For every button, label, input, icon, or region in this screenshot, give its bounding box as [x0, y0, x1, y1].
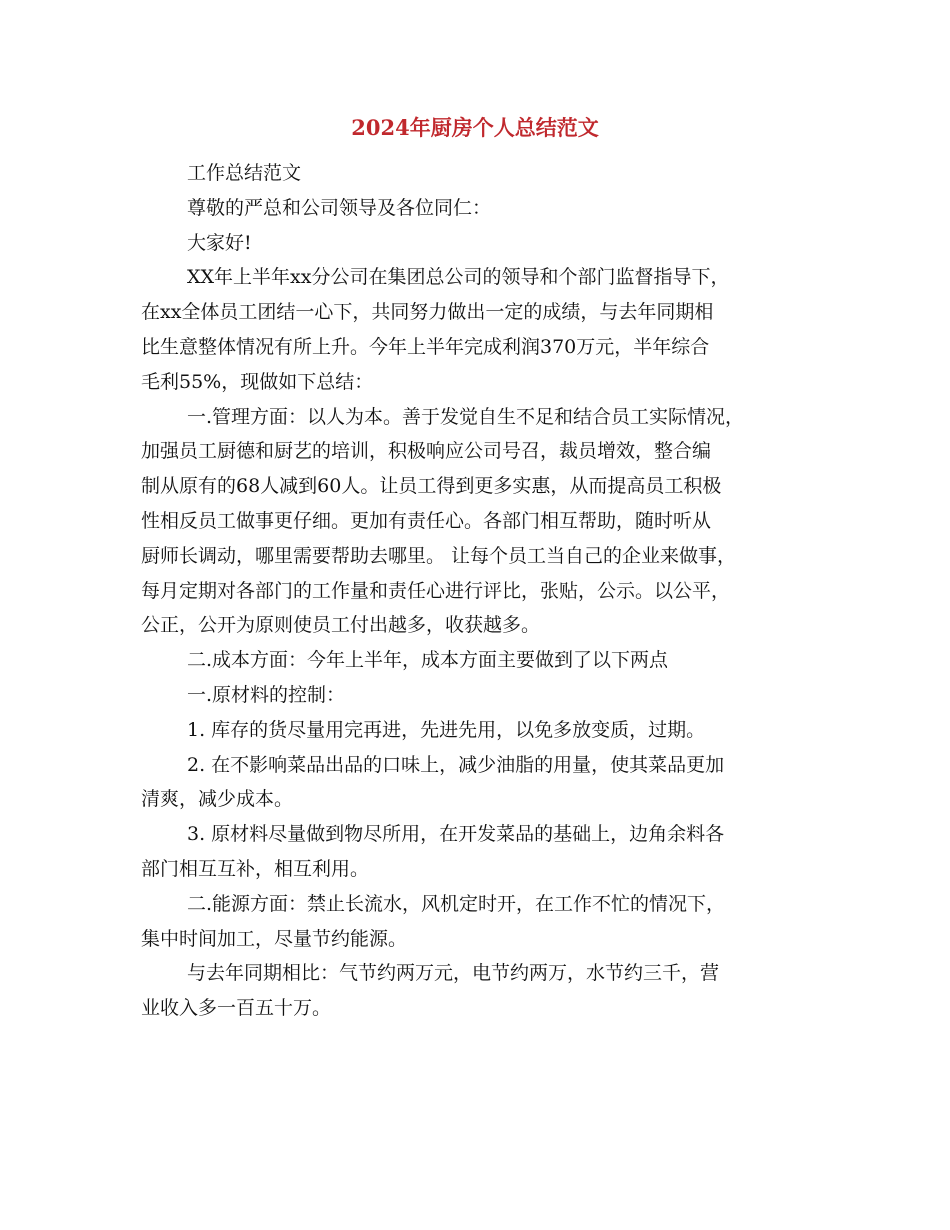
paragraph	[141, 226, 816, 261]
paragraph-line: 每月定期对各部门的工作量和责任心进行评比，张贴，公示。以公平，	[141, 579, 731, 602]
paragraph-line: 部门相互互补，相互利用。	[141, 857, 370, 880]
paragraph-first-line: 一.原材料的控制：	[187, 683, 346, 706]
paragraph	[141, 260, 816, 399]
paragraph-first-line: 与去年同期相比：气节约两万元，电节约两万，水节约三千，营	[187, 962, 720, 985]
paragraph	[141, 887, 816, 957]
paragraph-line: 厨师长调动，哪里需要帮助去哪里。 让每个员工当自己的企业来做事，	[141, 544, 737, 567]
paragraph-first-line: 3. 原材料尽量做到物尽所用，在开发菜品的基础上，边角余料各	[187, 823, 725, 846]
paragraph-line: 清爽，减少成本。	[141, 788, 294, 811]
paragraph	[141, 643, 816, 678]
paragraph	[141, 156, 816, 191]
paragraph-first-line: 大家好!	[187, 231, 252, 254]
paragraph-line: 性相反员工做事更仔细。更加有责任心。各部门相互帮助，随时听从	[141, 509, 712, 532]
paragraph-line: 集中时间加工，尽量节约能源。	[141, 927, 408, 950]
paragraph-line: 加强员工厨德和厨艺的培训，积极响应公司号召，裁员增效，整合编	[141, 440, 712, 463]
paragraph-first-line: 二.成本方面：今年上半年，成本方面主要做到了以下两点	[187, 649, 669, 672]
paragraph-first-line: 2. 在不影响菜品出品的口味上，减少油脂的用量，使其菜品更加	[187, 753, 725, 776]
paragraph	[141, 191, 816, 226]
paragraph-first-line: 一.管理方面：以人为本。善于发觉自生不足和结合员工实际情况，	[187, 405, 745, 428]
paragraph	[141, 678, 816, 713]
paragraph-first-line: XX年上半年xx分公司在集团总公司的领导和个部门监督指导下，	[187, 266, 730, 289]
paragraph-line: 业收入多一百五十万。	[141, 997, 332, 1020]
paragraph-line: 比生意整体情况有所上升。今年上半年完成利润370万元，半年综合	[141, 335, 710, 358]
paragraph-line: 制从原有的68人减到60人。让员工得到更多实惠，从而提高员工积极	[141, 475, 722, 498]
paragraph-line: 毛利55%，现做如下总结：	[141, 370, 374, 393]
paragraph	[141, 817, 816, 887]
paragraph	[141, 748, 816, 818]
paragraph	[141, 956, 816, 1026]
paragraph	[141, 400, 816, 644]
paragraph-first-line: 尊敬的严总和公司领导及各位同仁：	[187, 196, 492, 219]
paragraph-first-line: 1. 库存的货尽量用完再进，先进先用，以免多放变质，过期。	[187, 718, 706, 741]
document-body	[141, 156, 816, 1026]
paragraph-first-line: 二.能源方面：禁止长流水，风机定时开，在工作不忙的情况下，	[187, 892, 726, 915]
paragraph-line: 在xx全体员工团结一心下，共同努力做出一定的成绩，与去年同期相	[141, 301, 714, 324]
paragraph-line: 公正，公开为原则使员工付出越多，收获越多。	[141, 614, 541, 637]
paragraph-first-line: 工作总结范文	[187, 162, 302, 184]
paragraph	[141, 713, 816, 748]
document-title: 2024年厨房个人总结范文	[351, 115, 599, 140]
